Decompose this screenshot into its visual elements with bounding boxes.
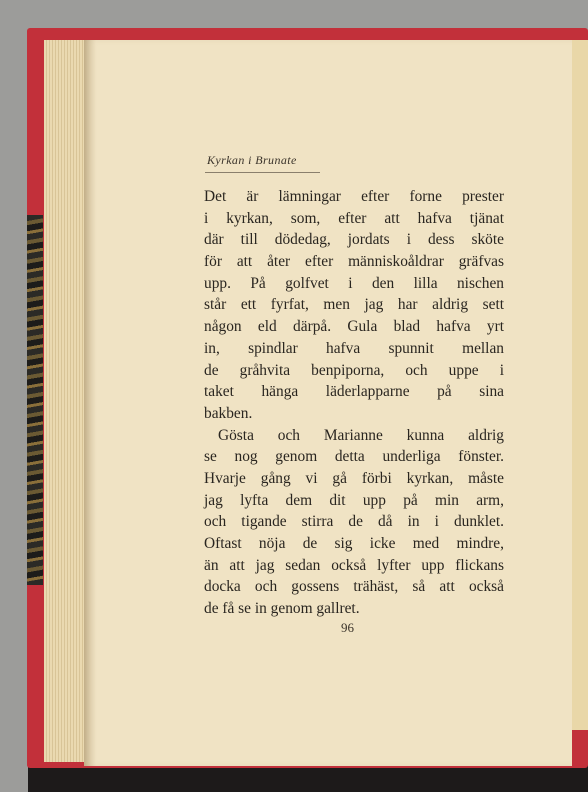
text-line: för att åter efter människoåldrar gräfvas [204,253,504,271]
body-text [204,186,504,620]
text-line: in, spindlar hafva spunnit mellan [204,339,504,357]
text-line: Gösta och Marianne kunna aldrig [218,426,504,444]
text-line: docka och gossens trähäst, så att också [204,578,504,596]
right-page-edge [570,40,588,730]
text-line: står ett fyrfat, men jag har aldrig sett [204,296,504,314]
text-line: Oftast nöja de sig icke med mindre, [204,535,504,552]
page-number: 96 [341,620,354,635]
text-line: se nog genom detta underliga fönster. [204,448,504,466]
running-header: Kyrkan i Brunate [207,153,297,167]
page-stack [44,40,88,762]
text-line: taket hänga läderlapparne på sina [204,383,504,401]
marbled-edge [27,215,43,585]
text-line: Det är lämningar efter forne prester [204,188,504,205]
text-line: och tigande stirra de då in i dunklet. [204,513,504,531]
text-line: jag lyfta dem dit upp på min arm, [204,491,504,509]
text-line: någon eld därpå. Gula blad hafva yrt [204,318,504,336]
text-line: där till dödedag, jordats i dess sköte [204,231,504,249]
text-line: än att jag sedan också lyfter upp flickans [204,556,504,574]
text-line: de få se in genom gallret. [204,600,360,618]
gutter-shadow [84,40,96,766]
text-line: i kyrkan, som, efter att hafva tjänat [204,209,504,227]
text-line: bakben. [204,404,253,422]
header-rule [205,172,320,173]
text-line: Hvarje gång vi gå förbi kyrkan, måste [204,469,504,487]
text-line: upp. På golfvet i den lilla nischen [204,274,504,292]
text-line: de gråhvita benpiporna, och uppe i [204,361,504,379]
